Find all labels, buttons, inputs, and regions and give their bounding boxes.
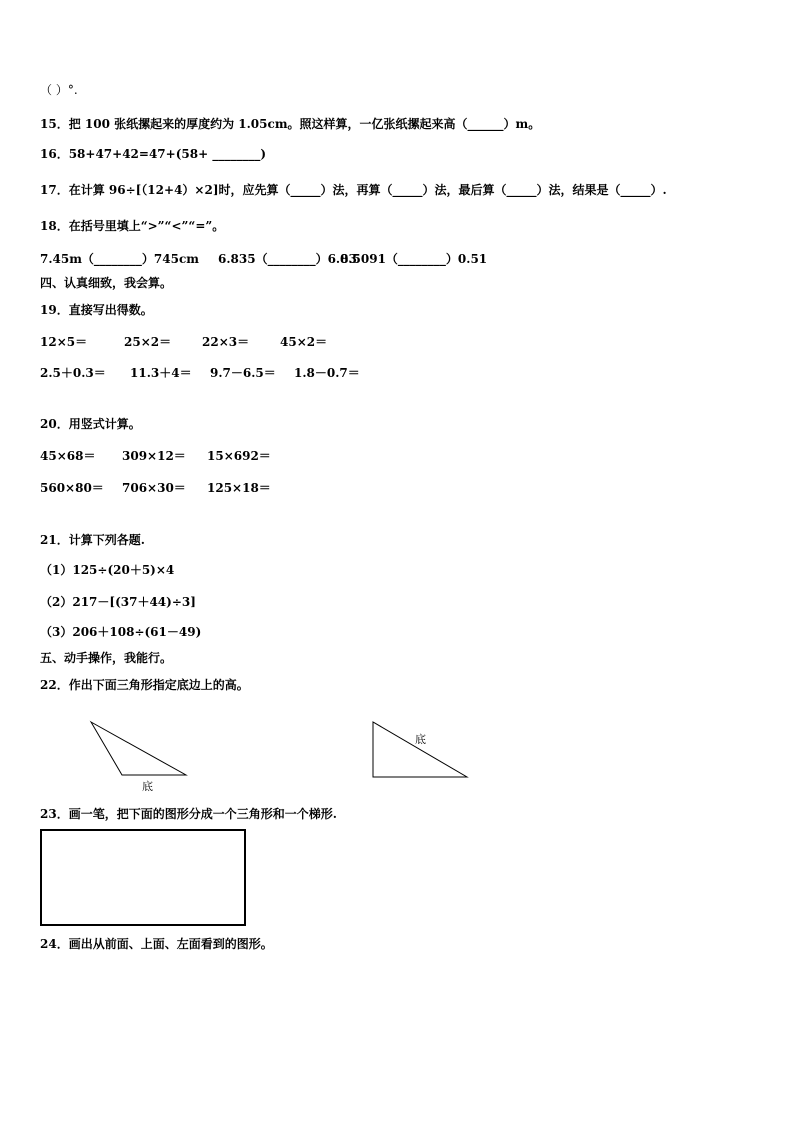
question-18-items	[40, 251, 487, 267]
question-19-row-1	[40, 334, 327, 350]
q19-item: 2.5＋0.3＝	[40, 366, 106, 380]
question-22: 22．作出下面三角形指定底边上的高。	[40, 678, 249, 692]
q20-item: 15×692＝	[207, 449, 271, 463]
section-4-heading: 四、认真细致，我会算。	[40, 276, 173, 290]
question-15: 15．把 100 张纸摞起来的厚度约为 1.05cm。照这样算，一亿张纸摞起来高（______）m。	[40, 117, 541, 131]
q20-item: 560×80＝	[40, 481, 104, 495]
q18-item-3: 0.5091（________）0.51	[340, 252, 488, 266]
q18-item-1: 7.45m（________）745cm	[40, 252, 199, 266]
answer-fragment: （ ）°.	[40, 83, 78, 97]
question-19-row-2	[40, 365, 360, 381]
obtuse-triangle	[91, 722, 186, 775]
question-20-row-1	[40, 448, 271, 464]
q19-item: 12×5＝	[40, 335, 88, 349]
question-17: 17．在计算 96÷[（12+4）×2]时，应先算（_____）法，再算（_____）法，最后算（_____）法，结果是（_____）.	[40, 183, 667, 197]
triangle-2-base-label: 底	[415, 733, 426, 746]
q19-item: 11.3＋4＝	[130, 366, 192, 380]
question-18: 18．在括号里填上“>”“<”“=”。	[40, 219, 225, 233]
question-16: 16．58+47+42=47+(58+ ________)	[40, 147, 267, 161]
question-20-row-2	[40, 480, 271, 496]
q18-item-2: 6.835（________）6.83	[218, 252, 357, 266]
q20-item: 706×30＝	[122, 481, 186, 495]
question-21-part-2: （2）217－[(37＋44)÷3]	[40, 595, 196, 609]
q19-item: 22×3＝	[202, 335, 250, 349]
q20-item: 309×12＝	[122, 449, 186, 463]
q19-item: 9.7－6.5＝	[210, 366, 276, 380]
q19-item: 1.8－0.7＝	[294, 366, 360, 380]
question-23: 23．画一笔，把下面的图形分成一个三角形和一个梯形.	[40, 807, 337, 821]
question-21-part-3: （3）206＋108÷(61－49)	[40, 625, 202, 639]
q20-item: 45×68＝	[40, 449, 96, 463]
q19-item: 25×2＝	[124, 335, 172, 349]
triangle-1-base-label: 底	[142, 780, 153, 793]
section-5-heading: 五、动手操作，我能行。	[40, 651, 173, 665]
q20-item: 125×18＝	[207, 481, 271, 495]
question-21-part-1: （1）125÷(20＋5)×4	[40, 563, 175, 577]
question-19: 19．直接写出得数。	[40, 303, 153, 317]
q19-item: 45×2＝	[280, 335, 328, 349]
rectangle-figure	[41, 830, 245, 925]
question-20: 20．用竖式计算。	[40, 417, 141, 431]
question-21: 21．计算下列各题.	[40, 533, 145, 547]
question-24: 24．画出从前面、上面、左面看到的图形。	[40, 937, 273, 951]
